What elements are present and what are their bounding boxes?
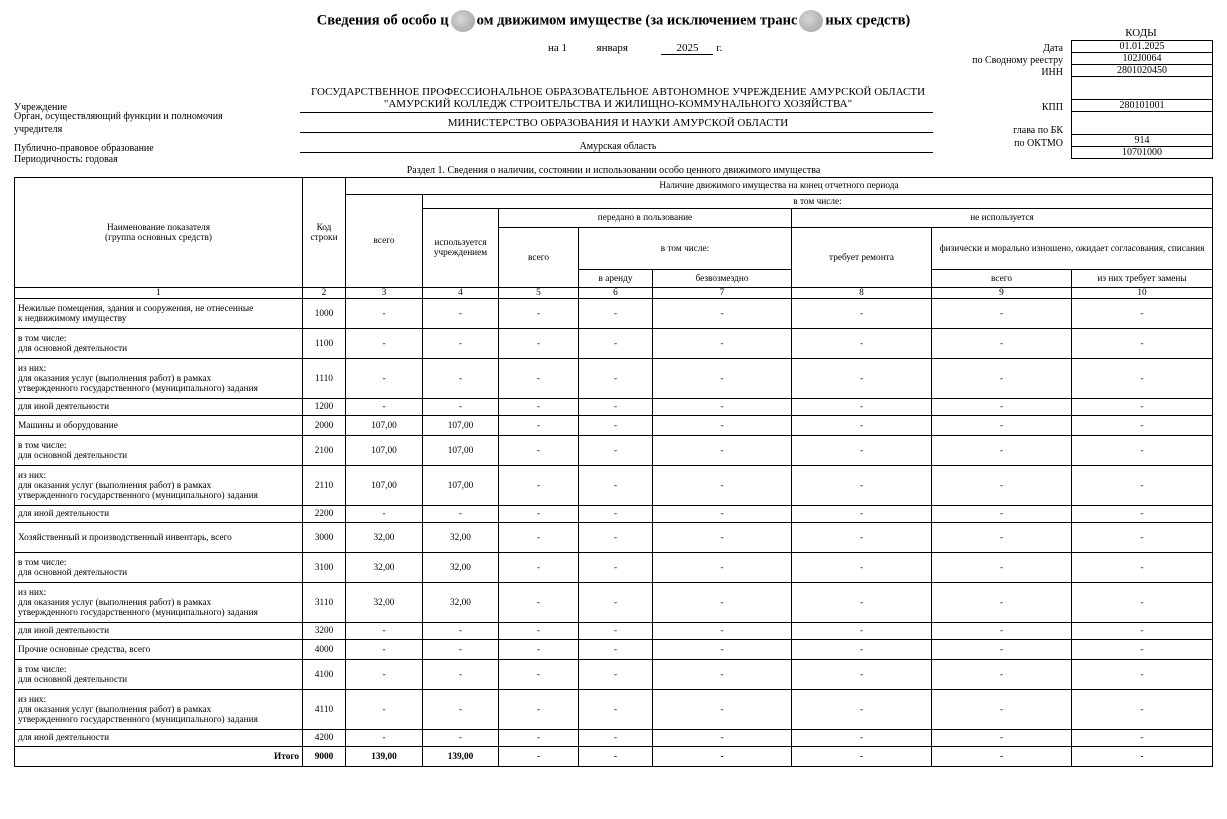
row-value: -	[499, 523, 579, 553]
date-label: Дата	[1043, 43, 1063, 54]
on-label: на 1	[548, 42, 568, 54]
row-value: -	[1072, 660, 1213, 690]
row-name: для иной деятельности	[15, 399, 303, 416]
row-value: -	[653, 690, 792, 730]
total-row	[15, 747, 1213, 767]
row-value: -	[932, 416, 1072, 436]
row-value: -	[792, 523, 932, 553]
row-code: 4000	[303, 640, 346, 660]
row-name: Прочие основные средства, всего	[15, 640, 303, 660]
row-value: -	[653, 399, 792, 416]
bk-label: глава по БК	[1013, 125, 1063, 136]
row-value: -	[499, 399, 579, 416]
worn-header: физически и морально изношено, ожидает согласования, списания	[932, 228, 1213, 270]
total-label: Итого	[15, 747, 303, 767]
row-value: -	[792, 299, 932, 329]
row-value: -	[653, 523, 792, 553]
row-name: в том числе: для основной деятельности	[15, 553, 303, 583]
codes-box-top	[1071, 40, 1213, 159]
kpp-spacer	[1072, 77, 1212, 100]
row-value: -	[346, 329, 423, 359]
row-value: -	[792, 436, 932, 466]
row-value: -	[579, 436, 653, 466]
row-value: -	[423, 640, 499, 660]
row-name: Хозяйственный и производственный инвентарь, всего	[15, 523, 303, 553]
row-value: -	[1072, 359, 1213, 399]
title-part-1: Сведения об особо ц	[316, 12, 449, 29]
row-value: -	[932, 329, 1072, 359]
row-value: -	[346, 506, 423, 523]
row-value: -	[499, 436, 579, 466]
table-row	[15, 640, 1213, 660]
row-value: -	[423, 623, 499, 640]
row-name: в том числе: для основной деятельности	[15, 329, 303, 359]
row-name: для иной деятельности	[15, 506, 303, 523]
section-title: Раздел 1. Сведения о наличии, состоянии и использовании особо ценного движимого имущества	[406, 165, 821, 176]
free-header: безвозмездно	[653, 270, 792, 288]
inn-value: 2801020450	[1072, 65, 1212, 77]
transferred-incl-header: в том числе:	[579, 228, 792, 270]
row-value: -	[579, 329, 653, 359]
row-value: -	[792, 359, 932, 399]
row-code: 1000	[303, 299, 346, 329]
report-date-line	[548, 42, 722, 55]
row-value: -	[653, 359, 792, 399]
row-value: -	[792, 623, 932, 640]
row-value: -	[932, 436, 1072, 466]
row-value: -	[579, 466, 653, 506]
row-value: -	[792, 399, 932, 416]
table-row	[15, 730, 1213, 747]
row-value: -	[932, 730, 1072, 747]
title-part-3: ных средств)	[825, 12, 911, 29]
row-value: 32,00	[423, 523, 499, 553]
row-value: -	[346, 640, 423, 660]
column-number: 1	[15, 288, 303, 299]
row-code: 1110	[303, 359, 346, 399]
column-number: 6	[579, 288, 653, 299]
worn-total-header: всего	[932, 270, 1072, 288]
column-number: 10	[1072, 288, 1213, 299]
row-value: -	[499, 690, 579, 730]
table-row	[15, 660, 1213, 690]
row-value: -	[1072, 299, 1213, 329]
row-value: -	[423, 329, 499, 359]
column-numbers-row	[15, 288, 1213, 299]
row-value: -	[346, 299, 423, 329]
institution-name-1: ГОСУДАРСТВЕННОЕ ПРОФЕССИОНАЛЬНОЕ ОБРАЗОВАТЕЛЬНОЕ АВТОНОМНОЕ УЧРЕЖДЕНИЕ АМУРСКОЙ ОБЛАСТИ	[310, 86, 926, 98]
year-suffix: г.	[716, 42, 723, 54]
column-number: 8	[792, 288, 932, 299]
redaction-blob	[451, 10, 475, 32]
column-number: 4	[423, 288, 499, 299]
row-name: для иной деятельности	[15, 730, 303, 747]
report-title	[0, 10, 1227, 32]
row-value: -	[932, 583, 1072, 623]
table-row	[15, 623, 1213, 640]
row-value: -	[653, 436, 792, 466]
row-code: 2000	[303, 416, 346, 436]
row-value: -	[346, 660, 423, 690]
row-value: -	[1072, 523, 1213, 553]
total-value: -	[792, 747, 932, 767]
row-value: 107,00	[346, 436, 423, 466]
row-value: -	[1072, 623, 1213, 640]
year: 2025	[661, 42, 713, 55]
row-value: -	[579, 730, 653, 747]
bk-value: 914	[1072, 135, 1212, 147]
row-code: 3200	[303, 623, 346, 640]
row-code: 4100	[303, 660, 346, 690]
row-name: Машины и оборудование	[15, 416, 303, 436]
table-row	[15, 506, 1213, 523]
row-value: -	[653, 299, 792, 329]
row-value: -	[499, 299, 579, 329]
row-name: для иной деятельности	[15, 623, 303, 640]
row-value: -	[932, 623, 1072, 640]
row-value: -	[1072, 416, 1213, 436]
row-name: из них: для оказания услуг (выполнения работ) в рамках утвержденного государственного (муниципального) задания	[15, 466, 303, 506]
table-row	[15, 690, 1213, 730]
row-value: -	[792, 640, 932, 660]
row-value: -	[579, 506, 653, 523]
table-row	[15, 399, 1213, 416]
row-value: -	[499, 416, 579, 436]
row-value: -	[792, 553, 932, 583]
row-value: -	[792, 730, 932, 747]
row-value: 107,00	[423, 466, 499, 506]
registry-value: 102J0064	[1072, 53, 1212, 65]
row-value: -	[579, 623, 653, 640]
underline	[300, 152, 933, 153]
public-entity-label: Публично-правовое образование	[14, 143, 154, 154]
table-row	[15, 299, 1213, 329]
institution-label: Учреждение	[14, 102, 68, 113]
institution-name-2: "АМУРСКИЙ КОЛЛЕДЖ СТРОИТЕЛЬСТВА И ЖИЛИЩНО-КОММУНАЛЬНОГО ХОЗЯЙСТВА"	[383, 98, 853, 110]
col-code-header: Код строки	[303, 178, 346, 288]
row-value: -	[499, 623, 579, 640]
row-value: -	[423, 690, 499, 730]
row-value: -	[653, 466, 792, 506]
rent-header: в аренду	[579, 270, 653, 288]
row-name: из них: для оказания услуг (выполнения работ) в рамках утвержденного государственного (муниципального) задания	[15, 359, 303, 399]
transferred-header: передано в пользование	[499, 209, 792, 228]
row-value: -	[579, 399, 653, 416]
row-value: -	[1072, 553, 1213, 583]
row-value: -	[579, 583, 653, 623]
row-value: -	[792, 660, 932, 690]
row-value: -	[932, 553, 1072, 583]
row-code: 2200	[303, 506, 346, 523]
column-number: 3	[346, 288, 423, 299]
row-value: 32,00	[423, 583, 499, 623]
row-value: -	[653, 730, 792, 747]
table-row	[15, 466, 1213, 506]
row-value: -	[499, 506, 579, 523]
total-value: -	[1072, 747, 1213, 767]
row-code: 3000	[303, 523, 346, 553]
authority-label-2: учредителя	[14, 124, 63, 135]
row-name: в том числе: для основной деятельности	[15, 660, 303, 690]
row-value: -	[932, 399, 1072, 416]
public-entity-name: Амурская область	[579, 141, 657, 152]
row-value: -	[932, 523, 1072, 553]
row-value: -	[1072, 640, 1213, 660]
row-value: -	[579, 416, 653, 436]
authority-name: МИНИСТЕРСТВО ОБРАЗОВАНИЯ И НАУКИ АМУРСКОЙ ОБЛАСТИ	[447, 117, 789, 129]
row-value: -	[499, 730, 579, 747]
not-used-header: не используется	[792, 209, 1213, 228]
row-code: 3100	[303, 553, 346, 583]
used-header: используется учреждением	[423, 209, 499, 288]
row-value: -	[1072, 690, 1213, 730]
bk-spacer	[1072, 112, 1212, 135]
row-value: -	[932, 660, 1072, 690]
row-value: -	[792, 416, 932, 436]
row-value: -	[653, 623, 792, 640]
row-value: -	[499, 466, 579, 506]
row-value: -	[579, 523, 653, 553]
row-value: 107,00	[346, 416, 423, 436]
month: января	[596, 42, 628, 54]
row-value: -	[932, 506, 1072, 523]
row-value: -	[423, 506, 499, 523]
total-value: 139,00	[423, 747, 499, 767]
row-code: 1100	[303, 329, 346, 359]
total-value: 139,00	[346, 747, 423, 767]
kpp-label: КПП	[1041, 102, 1063, 113]
row-value: -	[653, 583, 792, 623]
codes-header: КОДЫ	[1125, 27, 1157, 39]
table-row	[15, 523, 1213, 553]
row-code: 3110	[303, 583, 346, 623]
row-value: 107,00	[423, 436, 499, 466]
table-row	[15, 583, 1213, 623]
total-value: -	[653, 747, 792, 767]
row-value: -	[579, 359, 653, 399]
row-value: -	[792, 506, 932, 523]
table-row	[15, 359, 1213, 399]
table-row	[15, 553, 1213, 583]
row-value: 32,00	[346, 583, 423, 623]
date-value: 01.01.2025	[1072, 41, 1212, 53]
incl-header: в том числе:	[423, 195, 1213, 209]
redaction-blob	[799, 10, 823, 32]
row-name: из них: для оказания услуг (выполнения работ) в рамках утвержденного государственного (муниципального) задания	[15, 690, 303, 730]
row-value: -	[346, 623, 423, 640]
table-row	[15, 329, 1213, 359]
row-value: -	[653, 553, 792, 583]
row-value: -	[932, 359, 1072, 399]
row-value: -	[499, 359, 579, 399]
row-value: 32,00	[423, 553, 499, 583]
registry-label: по Сводному реестру	[972, 55, 1063, 66]
inn-label: ИНН	[1041, 67, 1063, 78]
row-value: -	[1072, 730, 1213, 747]
kpp-value: 280101001	[1072, 100, 1212, 112]
row-value: -	[1072, 399, 1213, 416]
row-value: -	[346, 730, 423, 747]
property-table	[14, 177, 1213, 767]
row-code: 2100	[303, 436, 346, 466]
row-code: 1200	[303, 399, 346, 416]
table-row	[15, 436, 1213, 466]
row-value: 32,00	[346, 553, 423, 583]
row-name: в том числе: для основной деятельности	[15, 436, 303, 466]
row-code: 4200	[303, 730, 346, 747]
column-number: 2	[303, 288, 346, 299]
transferred-total-header: всего	[499, 228, 579, 288]
row-value: -	[499, 329, 579, 359]
row-value: -	[653, 640, 792, 660]
column-number: 9	[932, 288, 1072, 299]
row-code: 4110	[303, 690, 346, 730]
row-value: -	[653, 660, 792, 690]
total-value: -	[579, 747, 653, 767]
row-value: -	[346, 359, 423, 399]
row-value: -	[499, 640, 579, 660]
row-value: -	[499, 553, 579, 583]
periodicity: Периодичность: годовая	[14, 154, 118, 165]
underline	[300, 112, 933, 113]
row-value: -	[932, 690, 1072, 730]
total-value: -	[499, 747, 579, 767]
row-value: -	[423, 660, 499, 690]
row-value: -	[499, 583, 579, 623]
row-code: 2110	[303, 466, 346, 506]
row-value: -	[653, 329, 792, 359]
row-value: -	[1072, 436, 1213, 466]
row-value: -	[1072, 329, 1213, 359]
table-row	[15, 416, 1213, 436]
title-part-2: ом движимом имуществе (за исключением транс	[476, 12, 798, 29]
row-value: -	[579, 690, 653, 730]
row-value: -	[1072, 506, 1213, 523]
presence-header: Наличие движимого имущества на конец отчетного периода	[346, 178, 1213, 195]
total-value: -	[932, 747, 1072, 767]
row-value: -	[346, 399, 423, 416]
row-value: -	[423, 399, 499, 416]
row-value: -	[792, 583, 932, 623]
row-value: -	[1072, 583, 1213, 623]
row-name: из них: для оказания услуг (выполнения работ) в рамках утвержденного государственного (муниципального) задания	[15, 583, 303, 623]
total-code: 9000	[303, 747, 346, 767]
row-value: -	[423, 359, 499, 399]
row-value: -	[932, 640, 1072, 660]
authority-label-1: Орган, осуществляющий функции и полномочия	[14, 111, 223, 122]
row-value: -	[653, 416, 792, 436]
row-value: -	[499, 660, 579, 690]
row-value: -	[792, 690, 932, 730]
oktmo-value: 10701000	[1122, 147, 1162, 158]
row-value: -	[792, 466, 932, 506]
row-value: -	[423, 730, 499, 747]
row-value: -	[579, 299, 653, 329]
col-name-header: Наименование показателя (группа основных средств)	[15, 178, 303, 288]
row-value: -	[579, 660, 653, 690]
row-name: Нежилые помещения, здания и сооружения, не отнесенные к недвижимому имуществу	[15, 299, 303, 329]
row-value: 107,00	[423, 416, 499, 436]
row-value: -	[346, 690, 423, 730]
row-value: -	[653, 506, 792, 523]
underline	[300, 132, 933, 133]
total-header: всего	[346, 195, 423, 288]
column-number: 5	[499, 288, 579, 299]
row-value: 32,00	[346, 523, 423, 553]
worn-replace-header: из них требует замены	[1072, 270, 1213, 288]
row-value: 107,00	[346, 466, 423, 506]
column-number: 7	[653, 288, 792, 299]
row-value: -	[579, 640, 653, 660]
row-value: -	[579, 553, 653, 583]
row-value: -	[423, 299, 499, 329]
row-value: -	[792, 329, 932, 359]
repair-header: требует ремонта	[792, 228, 932, 288]
oktmo-label: по ОКТМО	[1014, 138, 1063, 149]
row-value: -	[932, 466, 1072, 506]
row-value: -	[932, 299, 1072, 329]
row-value: -	[1072, 466, 1213, 506]
